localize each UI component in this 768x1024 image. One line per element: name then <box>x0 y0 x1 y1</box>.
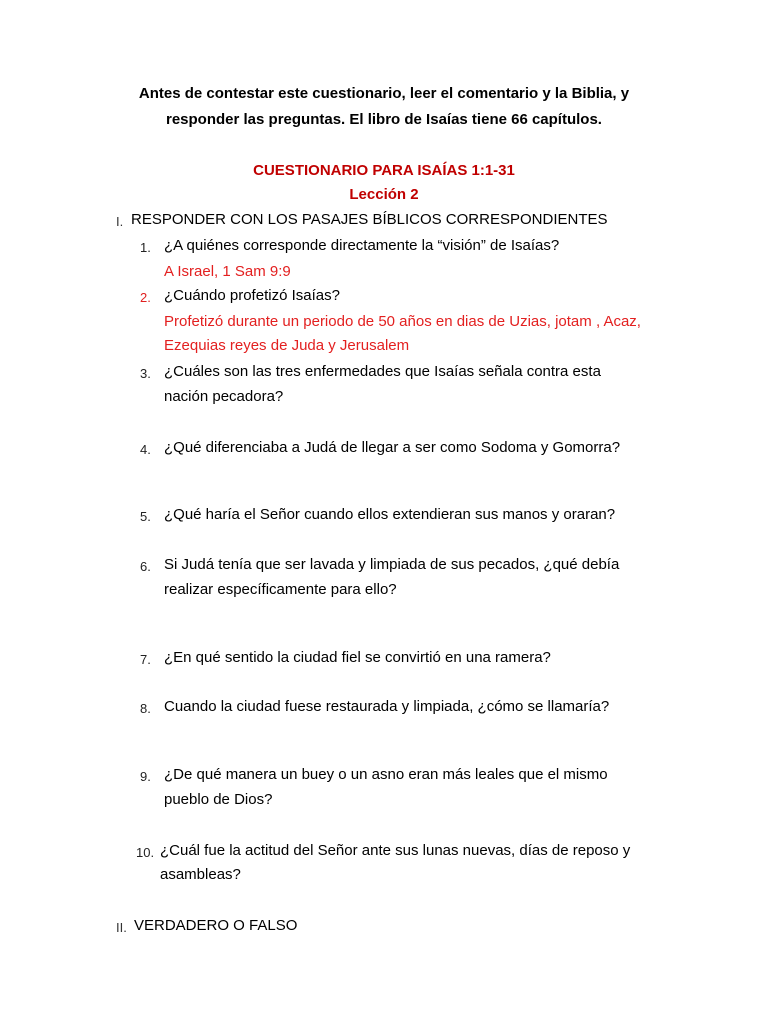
section-1-numeral: I. <box>116 214 124 229</box>
question-number: 2. <box>140 290 151 305</box>
question-text: ¿Cuándo profetizó Isaías? <box>164 287 340 304</box>
question-text: ¿Qué haría el Señor cuando ellos extendieran sus manos y oraran? <box>164 506 616 523</box>
section-2-numeral: II. <box>116 920 127 935</box>
questionnaire-title: CUESTIONARIO PARA ISAÍAS 1:1-31 <box>253 162 515 179</box>
question-text: ¿Cuál fue la actitud del Señor ante sus lunas nuevas, días de reposo y <box>160 842 631 859</box>
question-text: ¿Cuáles son las tres enfermedades que Isaías señala contra esta <box>164 363 601 380</box>
question-number: 5. <box>140 509 151 524</box>
question-text: nación pecadora? <box>164 388 284 405</box>
section-2-heading: VERDADERO O FALSO <box>134 917 298 934</box>
question-text: Si Judá tenía que ser lavada y limpiada de sus pecados, ¿qué debía <box>164 556 620 573</box>
question-number: 6. <box>140 559 151 574</box>
question-text: ¿Qué diferenciaba a Judá de llegar a ser como Sodoma y Gomorra? <box>164 439 621 456</box>
intro-line-1: Antes de contestar este cuestionario, leer el comentario y la Biblia, y <box>138 85 630 102</box>
question-text: pueblo de Dios? <box>164 791 273 808</box>
question-number: 8. <box>140 701 151 716</box>
question-text: ¿De qué manera un buey o un asno eran más leales que el mismo <box>164 766 608 783</box>
question-number: 4. <box>140 442 151 457</box>
question-number: 3. <box>140 366 151 381</box>
answer-text: Ezequias reyes de Juda y Jerusalem <box>164 337 410 354</box>
question-text: ¿A quiénes corresponde directamente la “visión” de Isaías? <box>164 237 560 254</box>
intro-line-2: responder las preguntas. El libro de Isaías tiene 66 capítulos. <box>166 111 602 128</box>
question-text: ¿En qué sentido la ciudad fiel se convirtió en una ramera? <box>164 649 551 666</box>
question-number: 7. <box>140 652 151 667</box>
lesson-label: Lección 2 <box>349 186 419 203</box>
question-number: 9. <box>140 769 151 784</box>
question-text: Cuando la ciudad fuese restaurada y limpiada, ¿cómo se llamaría? <box>164 698 610 715</box>
question-number: 1. <box>140 240 151 255</box>
answer-text: A Israel, 1 Sam 9:9 <box>164 263 291 280</box>
section-1-heading: RESPONDER CON LOS PASAJES BÍBLICOS CORRESPONDIENTES <box>131 211 608 228</box>
question-text: realizar específicamente para ello? <box>164 581 397 598</box>
question-text: asambleas? <box>160 866 241 883</box>
question-number: 10. <box>136 845 155 860</box>
answer-text: Profetizó durante un periodo de 50 años en dias de Uzias, jotam , Acaz, <box>164 313 641 330</box>
